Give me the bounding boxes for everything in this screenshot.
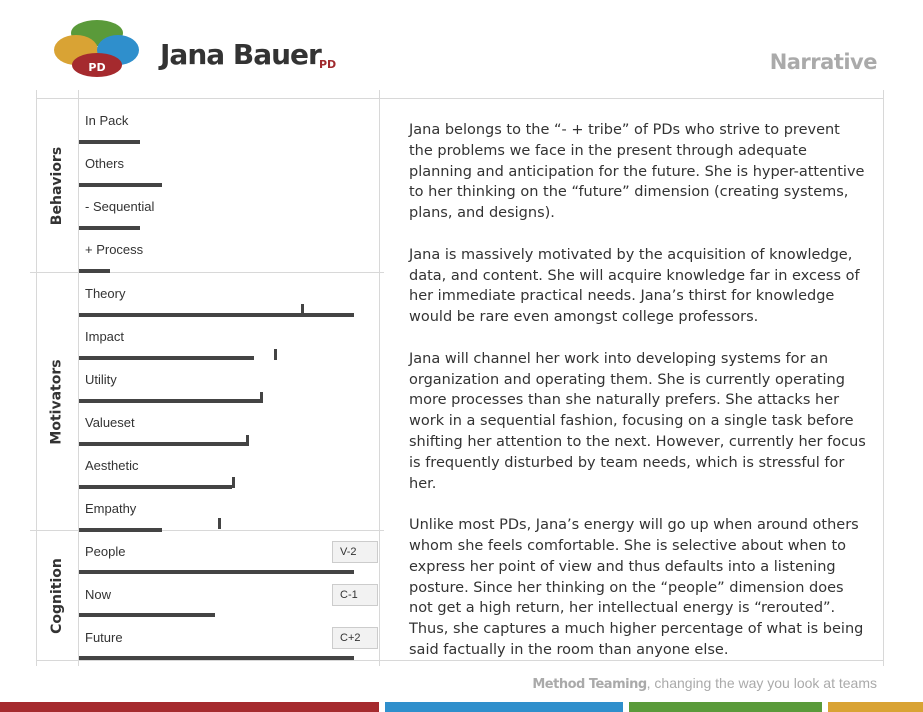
footer-tagline-text: , changing the way you look at teams xyxy=(646,675,877,691)
level-bar-theory xyxy=(79,313,354,317)
narrative-text xyxy=(409,120,867,682)
panel-right-divider xyxy=(379,90,380,666)
badge-people: V-2 xyxy=(332,541,378,563)
row-label-future: Future xyxy=(85,630,123,645)
narrative-paragraph: Jana will channel her work into developing systems for an organization and operating them. She is currently operating more processes than she naturally prefers. She attacks her work in a sequential fashion, focusing on a single task before shifting her attention to the next. However, currently her focus is frequently disturbed by team needs, which is stressful for her. xyxy=(409,350,866,492)
person-name: Jana Bauer xyxy=(160,38,321,71)
footer-stripe-gold xyxy=(828,702,923,712)
row-label-aesthetic: Aesthetic xyxy=(85,458,139,473)
method-teaming-logo xyxy=(54,20,140,78)
section-title: Narrative xyxy=(769,50,877,74)
row-label-theory: Theory xyxy=(85,286,126,301)
level-bar-people xyxy=(79,570,354,574)
badge-future: C+2 xyxy=(332,627,378,649)
row-label-valueset: Valueset xyxy=(85,415,135,430)
narrative-paragraph: Unlike most PDs, Jana’s energy will go up when around others whom she feels comfortable. She is selective about when to express her point of view and thus defaults into a listening posture. Since her thinking on the “people” dimension does not get a high return, her intellectual energy is “rerouted”. Thus, she captures a much higher percentage of what is being said factually in the room than anyone else. xyxy=(409,517,864,658)
narrative-paragraph: Jana belongs to the “- + tribe” of PDs who strive to prevent the problems we face in the present through adequate planning and anticipation for the future. She is hyper-attentive to her thinking on the “future” dimension (creating systems, plans, and designs). xyxy=(409,122,865,222)
footer-stripe-blue xyxy=(385,702,623,712)
footer-stripe-red xyxy=(0,702,379,712)
marker-utility xyxy=(260,392,263,403)
narrative-paragraph: Jana is massively motivated by the acquisition of knowledge, data, and content. She will acquire knowledge far in excess of her immediate practical needs. Jana’s thirst for knowledge would be rare even amongst college professors. xyxy=(409,246,860,326)
marker-aesthetic xyxy=(232,477,235,488)
footer-stripe-green xyxy=(629,702,822,712)
person-role: PD xyxy=(319,58,337,71)
level-bar-in-pack xyxy=(79,140,140,144)
row-label-in-pack: In Pack xyxy=(85,113,129,128)
marker-theory xyxy=(301,304,304,315)
level-bar-utility xyxy=(79,399,262,403)
level-bar-impact xyxy=(79,356,254,360)
marker-empathy xyxy=(218,518,221,529)
row-label-utility: Utility xyxy=(85,372,117,387)
frame-top-line xyxy=(36,98,884,99)
row-label-now: Now xyxy=(85,587,112,602)
logo-text: PD xyxy=(88,61,106,74)
level-bar-empathy xyxy=(79,528,162,532)
group-label-motivators: Motivators xyxy=(49,358,66,445)
row-label-empathy: Empathy xyxy=(85,501,137,516)
row-label-process: + Process xyxy=(85,242,144,257)
badge-now: C-1 xyxy=(332,584,378,606)
marker-valueset xyxy=(246,435,249,446)
level-bar-now xyxy=(79,613,215,617)
frame-right-tick xyxy=(883,90,884,666)
level-bar-future xyxy=(79,656,354,660)
row-label-impact: Impact xyxy=(85,329,125,344)
group-label-behaviors: Behaviors xyxy=(49,146,65,225)
footer-tagline xyxy=(532,675,877,692)
row-label-people: People xyxy=(85,544,126,559)
level-bar-process xyxy=(79,269,110,273)
row-label-sequential: - Sequential xyxy=(85,199,155,214)
panel-left-divider xyxy=(78,90,79,666)
level-bar-valueset xyxy=(79,442,246,446)
marker-impact xyxy=(274,349,277,360)
level-bar-others xyxy=(79,183,162,187)
level-bar-sequential xyxy=(79,226,140,230)
group-label-cognition: Cognition xyxy=(49,557,66,634)
row-label-others: Others xyxy=(85,156,125,171)
footer-brand: Method Teaming xyxy=(532,677,647,692)
level-bar-aesthetic xyxy=(79,485,232,489)
